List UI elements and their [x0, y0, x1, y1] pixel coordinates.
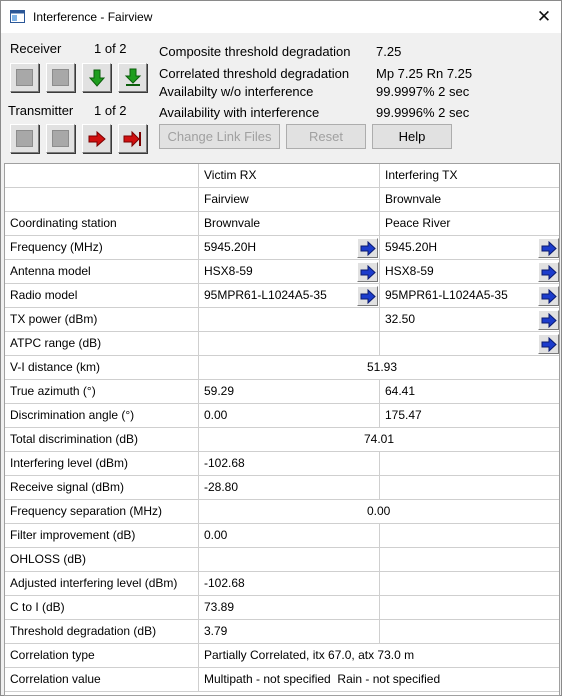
arrow-right-blue-icon [360, 241, 376, 256]
row-label: Radio model [5, 284, 199, 308]
row-label: Correlation value [5, 668, 199, 692]
interfering-threshold-degradation [380, 620, 560, 644]
transmitter-prev-button[interactable] [46, 124, 75, 153]
victim-tx-power [199, 308, 380, 332]
app-window-icon [10, 10, 25, 23]
row-label: Adjusted interfering level (dBm) [5, 572, 199, 596]
row-label: Frequency (MHz) [5, 236, 199, 260]
summary-value-availability-with: 99.9996% 2 sec [376, 105, 470, 120]
interfering-frequency-arrow-button[interactable] [538, 238, 559, 258]
row-label: Frequency separation (MHz) [5, 500, 199, 524]
arrow-right-blue-icon [541, 313, 557, 328]
change-link-files-button[interactable]: Change Link Files [159, 124, 280, 149]
victim-radio-arrow-button[interactable] [357, 286, 378, 306]
interfering-c-to-i [380, 596, 560, 620]
receiver-first-button[interactable] [10, 63, 39, 92]
column-header-interfering: Interfering TX [385, 168, 458, 182]
row-label: V-I distance (km) [5, 356, 199, 380]
interfering-atpc-arrow-button[interactable] [538, 334, 559, 354]
row-label: Filter improvement (dB) [5, 524, 199, 548]
victim-receive-signal: -28.80 [199, 476, 380, 500]
row-label: Coordinating station [5, 212, 199, 236]
row-label: True azimuth (°) [5, 380, 199, 404]
transmitter-first-button[interactable] [10, 124, 39, 153]
summary-label-availability-with: Availability with interference [159, 105, 320, 120]
interfering-atpc-range [380, 332, 560, 356]
interfering-adjusted-interfering-level [380, 572, 560, 596]
table-row [5, 380, 560, 404]
summary-label-correlated: Correlated threshold degradation [159, 66, 350, 81]
row-label: Receive signal (dBm) [5, 476, 199, 500]
total-discrimination-value: 74.01 [364, 432, 395, 446]
summary-value-correlated: Mp 7.25 Rn 7.25 [376, 66, 473, 81]
table-row [5, 596, 560, 620]
summary-label-composite: Composite threshold degradation [159, 44, 351, 59]
disabled-prev-icon [52, 69, 69, 86]
victim-discrimination-angle: 0.00 [199, 404, 380, 428]
victim-ohloss [199, 548, 380, 572]
victim-frequency-arrow-button[interactable] [357, 238, 378, 258]
arrow-right-blue-icon [360, 289, 376, 304]
table-row [5, 476, 560, 500]
table-row [5, 212, 560, 236]
interfering-filter-improvement [380, 524, 560, 548]
victim-threshold-degradation: 3.79 [199, 620, 380, 644]
row-label: Total discrimination (dB) [5, 428, 199, 452]
interfering-receive-signal [380, 476, 560, 500]
table-row [5, 644, 560, 668]
interfering-antenna-arrow-button[interactable] [538, 262, 559, 282]
row-label: Threshold degradation (dB) [5, 620, 199, 644]
table-row [5, 668, 560, 692]
receiver-last-button[interactable] [118, 63, 147, 92]
interfering-radio-arrow-button[interactable] [538, 286, 559, 306]
header-corner [5, 164, 199, 188]
interference-table [4, 163, 560, 696]
interfering-coordinating-station: Peace River [385, 216, 451, 230]
victim-frequency: 5945.20H [199, 236, 380, 260]
transmitter-last-button[interactable] [118, 124, 147, 153]
row-label: Antenna model [5, 260, 199, 284]
reset-button[interactable]: Reset [286, 124, 366, 149]
victim-atpc-range [199, 332, 380, 356]
help-button[interactable]: Help [372, 124, 452, 149]
disabled-first-icon [16, 69, 33, 86]
receiver-next-button[interactable] [82, 63, 111, 92]
victim-interfering-level: -102.68 [199, 452, 380, 476]
victim-coordinating-station: Brownvale [199, 212, 380, 236]
table-row [5, 236, 560, 260]
receiver-prev-button[interactable] [46, 63, 75, 92]
table-header-row [5, 164, 560, 188]
summary-value-availability-without: 99.9997% 2 sec [376, 84, 470, 99]
interfering-ohloss [380, 548, 560, 572]
table-row [5, 308, 560, 332]
interfering-antenna-model: HSX8-59 [385, 264, 434, 278]
summary-value-composite: 7.25 [376, 44, 402, 59]
control-panel [1, 33, 561, 159]
arrow-down-to-line-green-icon [123, 68, 143, 88]
row-label: C to I (dB) [5, 596, 199, 620]
table-row [5, 356, 560, 380]
table-row [5, 620, 560, 644]
transmitter-counter: 1 of 2 [94, 103, 127, 118]
row-label: Interfering level (dBm) [5, 452, 199, 476]
table-row [5, 548, 560, 572]
victim-filter-improvement: 0.00 [199, 524, 380, 548]
interfering-tx-power: 32.50 [385, 312, 416, 326]
interfering-radio-model: 95MPR61-L1024A5-35 [385, 288, 508, 302]
table-row [5, 524, 560, 548]
arrow-right-blue-icon [541, 265, 557, 280]
row-label: TX power (dBm) [5, 308, 199, 332]
interfering-tx-power-arrow-button[interactable] [538, 310, 559, 330]
window-title: Interference - Fairview [33, 10, 153, 24]
receiver-counter: 1 of 2 [94, 41, 127, 56]
row-label: ATPC range (dB) [5, 332, 199, 356]
column-header-victim: Victim RX [199, 164, 380, 188]
row-label: Discrimination angle (°) [5, 404, 199, 428]
table-row [5, 260, 560, 284]
close-button[interactable]: ✕ [536, 7, 552, 26]
table-row [5, 500, 560, 524]
table-row [5, 452, 560, 476]
correlation-type-value: Partially Correlated, itx 67.0, atx 73.0 m [204, 648, 415, 662]
table-row [5, 284, 560, 308]
transmitter-label: Transmitter [8, 103, 74, 118]
site-label-empty [5, 188, 199, 212]
correlation-value-value: Multipath - not specified Rain - not specified [204, 672, 441, 686]
victim-true-azimuth: 59.29 [199, 380, 380, 404]
table-row [5, 404, 560, 428]
row-label: Correlation type [5, 644, 199, 668]
transmitter-next-button[interactable] [82, 124, 111, 153]
victim-antenna-arrow-button[interactable] [357, 262, 378, 282]
arrow-right-blue-icon [360, 265, 376, 280]
disabled-first-icon [16, 130, 33, 147]
interfering-site-name: Brownvale [385, 192, 442, 206]
summary-label-availability-without: Availabilty w/o interference [159, 84, 314, 99]
victim-radio-model: 95MPR61-L1024A5-35 [199, 284, 380, 308]
table-row [5, 428, 560, 452]
victim-c-to-i: 73.89 [199, 596, 380, 620]
arrow-right-blue-icon [541, 337, 557, 352]
table-site-row [5, 188, 560, 212]
table-row [5, 572, 560, 596]
arrow-right-blue-icon [541, 289, 557, 304]
arrow-down-green-icon [87, 68, 107, 88]
arrow-right-red-icon [87, 129, 107, 149]
victim-antenna-model: HSX8-59 [199, 260, 380, 284]
disabled-prev-icon [52, 130, 69, 147]
table-row [5, 332, 560, 356]
interfering-interfering-level [380, 452, 560, 476]
interfering-frequency: 5945.20H [385, 240, 438, 254]
interfering-true-azimuth: 64.41 [385, 384, 416, 398]
victim-site-name: Fairview [199, 188, 380, 212]
arrow-right-to-line-red-icon [123, 129, 143, 149]
arrow-right-blue-icon [541, 241, 557, 256]
victim-adjusted-interfering-level: -102.68 [199, 572, 380, 596]
frequency-separation-value: 0.00 [367, 504, 391, 518]
vi-distance-value: 51.93 [367, 360, 398, 374]
title-bar [1, 1, 561, 33]
interfering-discrimination-angle: 175.47 [385, 408, 422, 422]
row-label: OHLOSS (dB) [5, 548, 199, 572]
receiver-label: Receiver [10, 41, 62, 56]
